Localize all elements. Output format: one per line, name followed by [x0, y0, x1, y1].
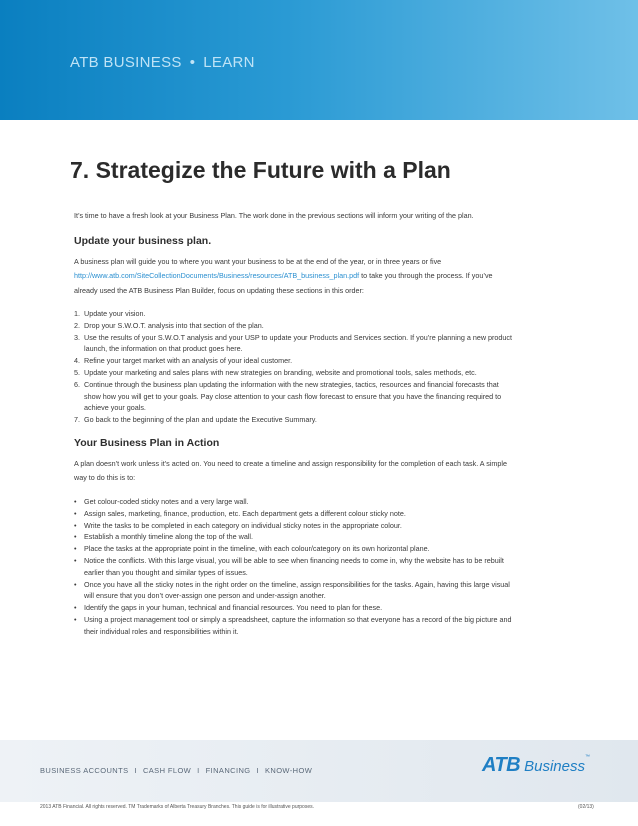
- bullet-text: Identify the gaps in your human, technical and financial resources. You need to plan for these.: [84, 603, 383, 613]
- header-title: [70, 54, 255, 71]
- logo-trademark: ™: [585, 754, 590, 760]
- step-number: 2.: [74, 320, 80, 330]
- footer-nav: [40, 766, 312, 775]
- step-text: Refine your target market with an analysis of your ideal customer.: [84, 356, 293, 366]
- step-text: Use the results of your S.W.O.T analysis and your USP to update your Products and Services section. If you’re planning a new product launch, the information on that product goes here.: [84, 332, 513, 354]
- bullet-icon: •: [74, 520, 77, 530]
- list-item: [74, 332, 514, 356]
- step-text: Update your vision.: [84, 309, 146, 318]
- step-text: Drop your S.W.O.T. analysis into that section of the plan.: [84, 320, 264, 330]
- page-code: (02/13): [578, 804, 594, 810]
- list-item: [74, 543, 514, 555]
- list-item: [74, 379, 514, 414]
- list-item: [74, 579, 514, 603]
- list-item: [74, 308, 514, 320]
- list-item: [74, 555, 514, 579]
- step-number: 3.: [74, 332, 80, 342]
- header-brand: ATB BUSINESS: [70, 54, 182, 71]
- bullet-text: Assign sales, marketing, finance, production, etc. Each department gets a different colour sticky note.: [84, 508, 406, 518]
- intro-paragraph: It’s time to have a fresh look at your Business Plan. The work done in the previous sections will inform your writing of the plan.: [74, 211, 474, 220]
- step-number: 4.: [74, 356, 80, 366]
- bullet-text: Using a project management tool or simply a spreadsheet, capture the information so that everyone has a record of the big picture and their individual roles and responsibilities within it.: [84, 614, 512, 636]
- footer-nav-financing: FINANCING: [205, 766, 251, 775]
- page-title: 7. Strategize the Future with a Plan: [70, 157, 451, 183]
- step-number: 1.: [74, 309, 80, 318]
- bullet-text: Once you have all the sticky notes in the right order on the timeline, assign responsibilities for the tasks. Again, having this large visual will ensure that you don’t over-assign one person and under-assign another.: [84, 579, 510, 601]
- footer-nav-separator: I: [256, 766, 259, 775]
- bullet-text: Notice the conflicts. With this large visual, you will be able to see when financing needs to come in, why the website has to be rebuilt earlier than you thought and similar types of issues.: [84, 555, 504, 577]
- bullet-text: Establish a monthly timeline along the top of the wall.: [84, 532, 254, 542]
- bullet-icon: •: [74, 544, 77, 554]
- update-para-before: A business plan will guide you to where you want your business to be at the end of the year, or in three years or five: [74, 256, 442, 266]
- bullet-text: Write the tasks to be completed in each category on individual sticky notes in the appropriate colour.: [84, 520, 402, 530]
- list-item: [74, 508, 514, 520]
- step-number: 5.: [74, 367, 80, 377]
- bullet-icon: •: [74, 496, 77, 506]
- logo-atb: ATB: [482, 754, 521, 776]
- update-para-after: to take you through the process. If you’ve already used the ATB Business Plan Builder, focus on updating these sections in this order:: [74, 271, 493, 295]
- logo-business: Business: [524, 758, 585, 775]
- update-heading: Update your business plan.: [74, 234, 212, 247]
- list-item: [74, 531, 514, 543]
- step-number: 6.: [74, 379, 80, 389]
- bullet-icon: •: [74, 508, 77, 518]
- list-item: [74, 320, 514, 332]
- step-number: 7.: [74, 415, 80, 425]
- footer-nav-cash-flow: CASH FLOW: [142, 766, 192, 775]
- list-item: [74, 355, 514, 367]
- bullet-icon: •: [74, 614, 77, 624]
- action-heading: Your Business Plan in Action: [74, 436, 220, 449]
- footer-nav-business-accounts: BUSINESS ACCOUNTS: [40, 766, 129, 775]
- footer-nav-separator: I: [197, 766, 200, 775]
- update-steps-list: [74, 308, 514, 426]
- footer-nav-know-how: KNOW-HOW: [264, 766, 313, 775]
- list-item: [74, 496, 514, 508]
- list-item: [74, 520, 514, 532]
- step-text: Continue through the business plan updating the information with the new strategies, tactics, resources and financial forecasts that show how you will get to your goals. Pay close attention to your cash flow forecast to ensure that you have the financing required to achieve your goals.: [84, 379, 502, 413]
- main-content: [74, 209, 514, 648]
- business-plan-link[interactable]: http://www.atb.com/SiteCollectionDocuments/Business/resources/ATB_business_plan.pdf: [74, 271, 360, 280]
- header-section: LEARN: [203, 54, 255, 71]
- bullet-icon: •: [74, 603, 77, 613]
- step-text: Update your marketing and sales plans with new strategies on branding, website and promotional tools, sales methods, etc.: [84, 367, 477, 377]
- bullet-icon: •: [74, 532, 77, 542]
- legal-notice: 2013 ATB Financial. All rights reserved. TM Trademarks of Alberta Treasury Branches. This guide is for illustrative purposes.: [40, 804, 315, 810]
- header-banner: [0, 0, 638, 120]
- bullet-icon: •: [74, 579, 77, 589]
- atb-business-logo: [482, 754, 590, 777]
- bullet-text: Get colour-coded sticky notes and a very large wall.: [84, 496, 249, 506]
- action-bullet-list: [74, 496, 514, 638]
- list-item: [74, 614, 514, 638]
- bullet-icon: •: [74, 555, 77, 565]
- action-paragraph: A plan doesn’t work unless it’s acted on. You need to create a timeline and assign responsibility for the completion of each task. A simple way to do this is to:: [74, 458, 507, 483]
- list-item: [74, 367, 514, 379]
- list-item: [74, 602, 514, 614]
- footer-nav-separator: I: [134, 766, 137, 775]
- header-separator: •: [189, 54, 196, 71]
- list-item: [74, 414, 514, 426]
- step-text: Go back to the beginning of the plan and update the Executive Summary.: [84, 415, 317, 425]
- bullet-text: Place the tasks at the appropriate point in the timeline, with each colour/category on its own horizontal plane.: [84, 544, 430, 554]
- update-paragraph: [74, 255, 514, 299]
